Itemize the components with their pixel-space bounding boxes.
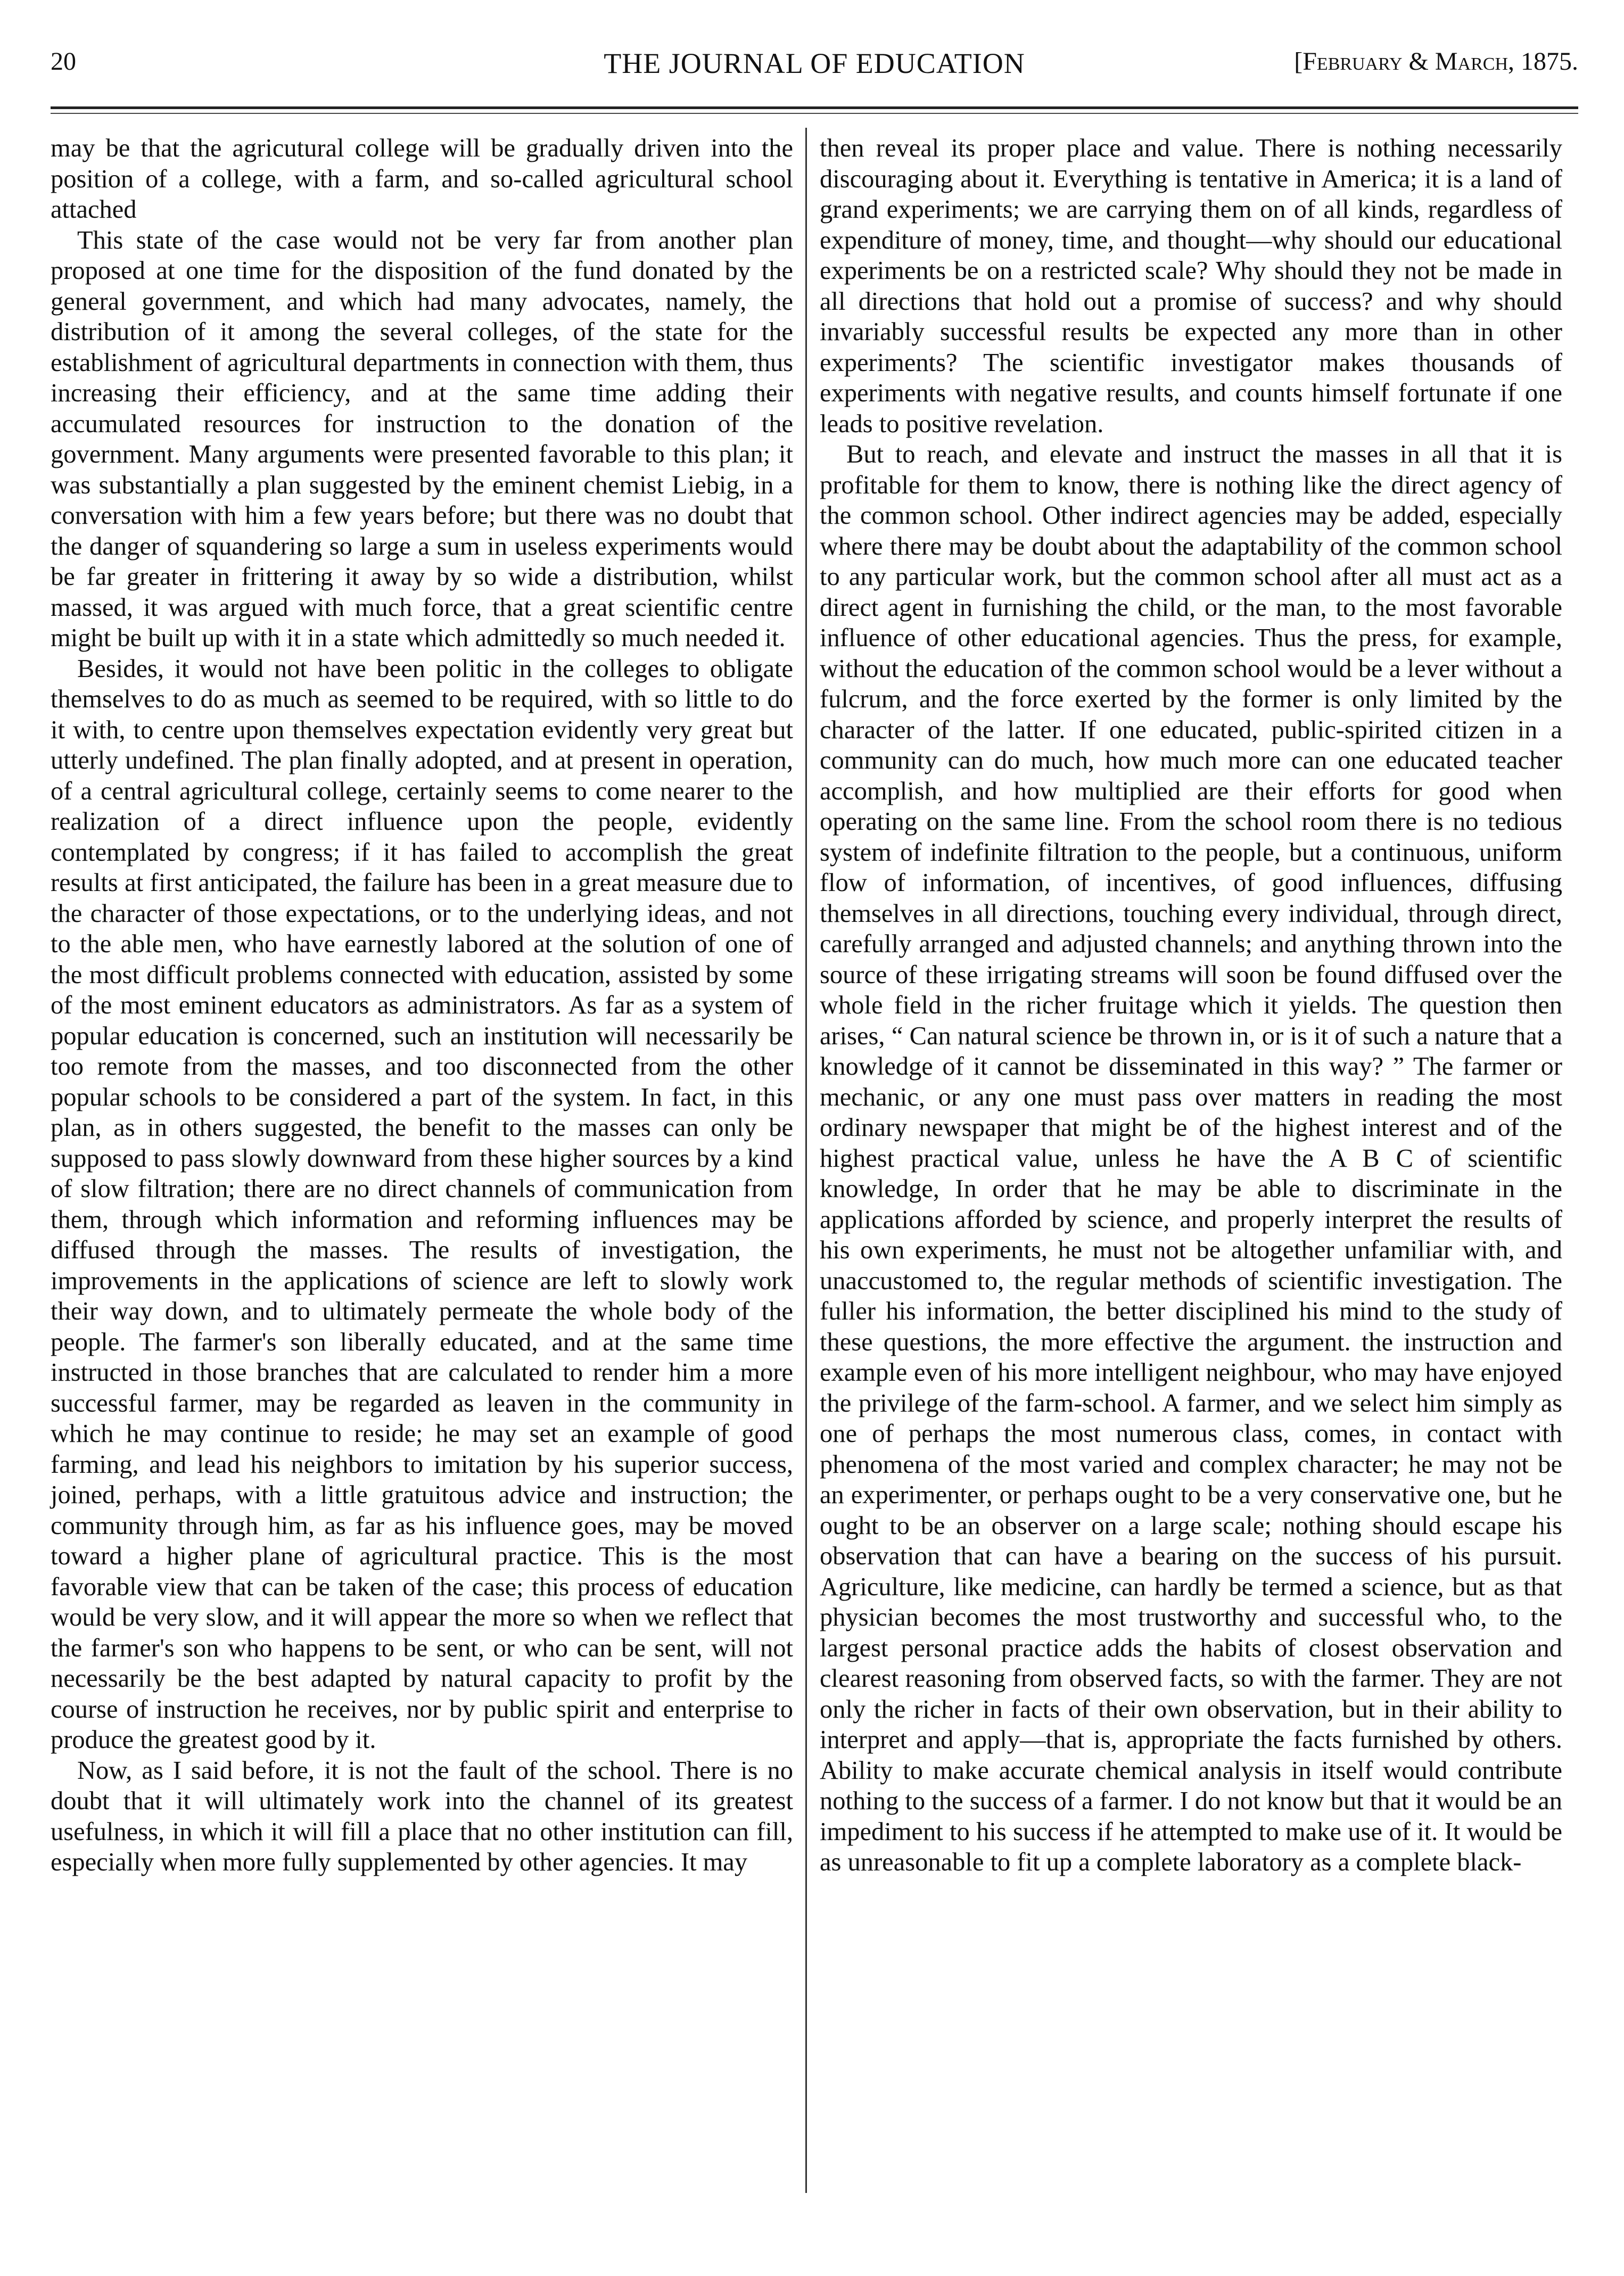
- paragraph: Now, as I said before, it is not the fault of the school. There is no doubt that it will ultimately work into the channel of its greatest usefulness, in which it will fill a place that no other institution can fill, especially when more fully supplemented by other agencies. It may: [51, 1756, 793, 1876]
- left-column: [51, 133, 793, 1878]
- journal-title: THE JOURNAL OF EDUCATION: [604, 47, 1025, 79]
- right-column: [820, 133, 1562, 1878]
- paragraph: may be that the agricutural college will be gradually driven into the position of a college, with a farm, and so-called agricultural school attached: [51, 134, 793, 224]
- issue-date: [February & March, 1875.: [1294, 47, 1578, 76]
- paragraph: But to reach, and elevate and instruct the masses in all that it is profitable for them to know, there is nothing like the direct agency of the common school. Other indirect agencies may be added, especially where there may be doubt about the adaptability of the common school to any particular work, but the common school after all must act as a direct agent in furnishing the child, or the man, to the most favorable influence of other educational agencies. Thus the press, for example, without the education of the common school would be a lever without a fulcrum, and the force exerted by the former is only limited by the character of the latter. If one educated, public-spirited citizen in a community can do much, how much more can one educated teacher accomplish, and how multiplied are their efforts for good when operating on the same line. From the school room there is no tedious system of indefinite filtration to the people, but a continuous, uniform flow of information, of incentives, of good influences, diffusing themselves in all directions, touching every individual, through direct, carefully arranged and adjusted channels; and anything thrown into the source of these irrigating streams will soon be found diffused over the whole field in the richer fruitage which it yields. The question then arises, “ Can natural science be thrown in, or is it of such a nature that a knowledge of it cannot be disseminated in this way? ” The farmer or mechanic, or any one must pass over matters in reading the most ordinary newspaper that might be of the highest interest and of the highest practical value, unless he have the A B C of scientific knowledge, In order that he may be able to discriminate in the applications afforded by science, and properly interpret the results of his own experiments, he must not be altogether unfamiliar with, and unaccustomed to, the regular methods of scientific investigation. The fuller his information, the better disciplined his mind to the study of these questions, the more effective the argument. the instruction and example even of his more intelligent neighbour, who may have enjoyed the privilege of the farm-school. A farmer, and we select him simply as one of perhaps the most numerous class, comes, in contact with phenomena of the most varied and complex character; he may not be an experimenter, or perhaps ought to be a very conservative one, but he ought to be an observer on a large scale; nothing should escape his observation that can have a bearing on the success of his pursuit. Agriculture, like medicine, can hardly be termed a science, but as that physician becomes the most trustworthy and successful who, to the largest personal practice adds the habits of closest observation and clearest reasoning from observed facts, so with the farmer. They are not only the richer in facts of their own observation, but in their ability to interpret and apply—that is, appropriate the facts furnished by others. Ability to make accurate chemical analysis in itself would contribute nothing to the success of a farmer. I do not know but that it would be an impediment to his success if he attempted to make use of it. It would be as unreasonable to fit up a complete laboratory as a complete black-: [820, 440, 1562, 1876]
- paragraph: then reveal its proper place and value. There is nothing necessarily discouraging about it. Everything is tentative in America; it is a land of grand experiments; we are carrying them on of all kinds, regardless of expenditure of money, time, and thought—why should our educational experiments be on a restricted scale? Why should they not be made in all directions that hold out a promise of success? and why should invariably successful results be expected any more than in other experiments? The scientific investigator makes thousands of experiments with negative results, and counts himself fortunate if one leads to positive revelation.: [820, 134, 1562, 438]
- running-header: [51, 47, 1578, 79]
- page-number: 20: [51, 47, 76, 76]
- header-rule: [51, 106, 1578, 109]
- paragraph: This state of the case would not be very far from another plan proposed at one time for the disposition of the fund donated by the general government, and which had many advocates, namely, the distribution of it among the several colleges, of the state for the establishment of agricultural departments in connection with them, thus increasing their efficiency, and at the same time adding their accumulated resources for instruction to the donation of the government. Many arguments were presented favorable to this plan; it was substantially a plan suggested by the eminent chemist Liebig, in a conversation with him a few years before; but there was no doubt that the danger of squandering so large a sum in useless experiments would be far greater in frittering it away by so wide a distribution, whilst massed, it was argued with much force, that a great scientific centre might be built up with it in a state which admittedly so much needed it.: [51, 226, 793, 652]
- header-rule-thin: [51, 113, 1578, 114]
- paragraph: Besides, it would not have been politic in the colleges to obligate themselves to do as much as seemed to be required, with so little to do it with, to centre upon themselves expectation evidently very great but utterly undefined. The plan finally adopted, and at present in operation, of a central agricultural college, certainly seems to come nearer to the realization of a direct influence upon the people, evidently contemplated by congress; if it has failed to accomplish the great results at first anticipated, the failure has been in a great measure due to the character of those expectations, or to the underlying ideas, and not to the able men, who have earnestly labored at the solution of one of the most difficult problems connected with education, assisted by some of the most eminent educators as administrators. As far as a system of popular education is concerned, such an institution will necessarily be too remote from the masses, and too disconnected from the other popular schools to be considered a part of the system. In fact, in this plan, as in others suggested, the benefit to the masses can only be supposed to pass slowly downward from these higher sources by a kind of slow filtration; there are no direct channels of communication from them, through which information and reforming influences may be diffused through the masses. The results of investigation, the improvements in the applications of science are left to slowly work their way down, and to ultimately permeate the whole body of the people. The farmer's son liberally educated, and at the same time instructed in those branches that are calculated to render him a more successful farmer, may be regarded as leaven in the community in which he may continue to reside; he may set an example of good farming, and lead his neighbors to imitation by his superior success, joined, perhaps, with a little gratuitous advice and instruction; the community through him, as far as his influence goes, may be moved toward a higher plane of agricultural practice. This is the most favorable view that can be taken of the case; this process of education would be very slow, and it will appear the more so when we reflect that the farmer's son who happens to be sent, or who can be sent, will not necessarily be the best adapted by natural capacity to profit by the course of instruction he receives, nor by public spirit and enterprise to produce the greatest good by it.: [51, 654, 793, 1754]
- column-divider: [805, 128, 807, 2193]
